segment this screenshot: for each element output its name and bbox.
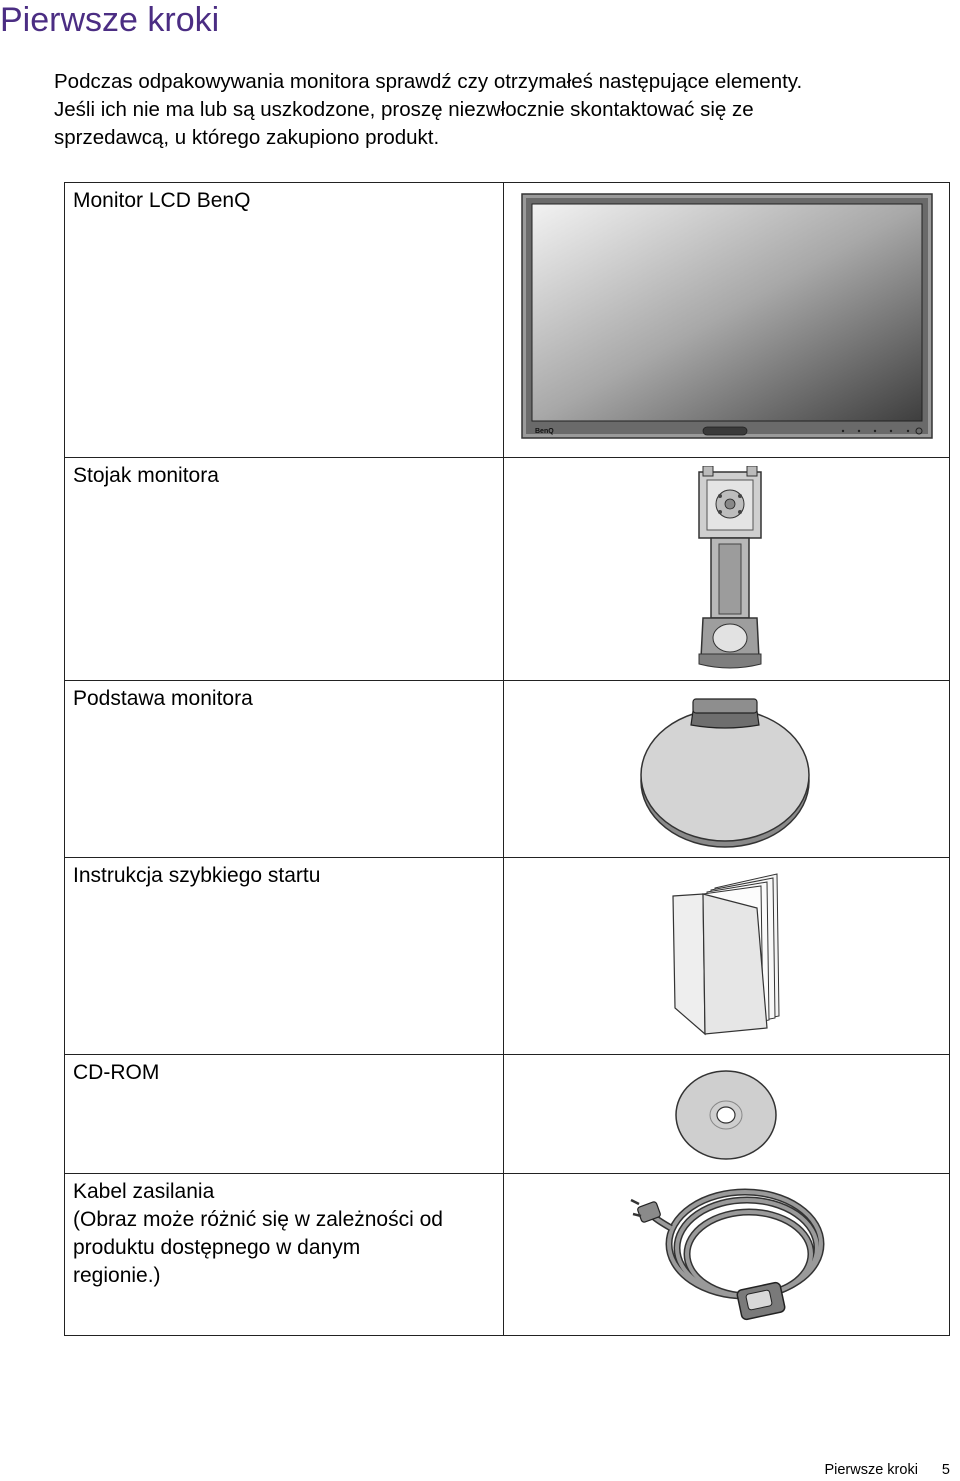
item-note-line-2: produktu dostępnego w danym — [73, 1236, 361, 1259]
item-image-cell — [504, 681, 950, 858]
item-label: Kabel zasilania — [73, 1180, 215, 1203]
page-title: Pierwsze kroki — [0, 1, 220, 39]
intro-line-1: Podczas odpakowywania monitora sprawdź czy otrzymałeś następujące elementy. — [54, 70, 803, 93]
item-image-cell — [504, 458, 950, 681]
stand-icon — [667, 466, 787, 676]
item-label: Instrukcja szybkiego startu — [73, 864, 321, 887]
item-label-cell — [65, 1055, 504, 1174]
table-row — [65, 681, 950, 858]
booklet-icon — [667, 868, 787, 1038]
item-label-cell — [65, 183, 504, 458]
table-row — [65, 183, 950, 458]
package-contents-table — [64, 182, 950, 1336]
item-label: Monitor LCD BenQ — [73, 189, 251, 212]
intro-paragraph — [54, 68, 934, 152]
table-row — [65, 1055, 950, 1174]
item-label: Podstawa monitora — [73, 687, 253, 710]
brand-logo: BenQ — [534, 428, 554, 435]
table-row — [65, 458, 950, 681]
item-label: CD-ROM — [73, 1061, 160, 1084]
table-row — [65, 858, 950, 1055]
footer-page-number: 5 — [941, 1462, 950, 1478]
item-image-cell — [504, 1055, 950, 1174]
item-image-cell — [504, 183, 950, 458]
item-label-cell — [65, 681, 504, 858]
page-footer — [824, 1459, 950, 1481]
item-label: Stojak monitora — [73, 464, 219, 487]
footer-section-title: Pierwsze kroki — [824, 1462, 918, 1478]
item-note-line-3: regionie.) — [73, 1264, 161, 1287]
item-label-cell — [65, 458, 504, 681]
table-row — [65, 1174, 950, 1336]
power-cable-icon — [627, 1180, 827, 1330]
item-image-cell — [504, 1174, 950, 1336]
item-image-cell — [504, 858, 950, 1055]
item-label-cell — [65, 1174, 504, 1336]
monitor-icon — [517, 191, 937, 447]
cd-icon — [672, 1063, 782, 1163]
intro-line-2: Jeśli ich nie ma lub są uszkodzone, proszę niezwłocznie skontaktować się ze — [54, 98, 754, 121]
base-icon — [637, 691, 817, 851]
item-label-cell — [65, 858, 504, 1055]
intro-line-3: sprzedawcą, u którego zakupiono produkt. — [54, 126, 440, 149]
item-note-line-1: (Obraz może różnić się w zależności od — [73, 1208, 443, 1231]
